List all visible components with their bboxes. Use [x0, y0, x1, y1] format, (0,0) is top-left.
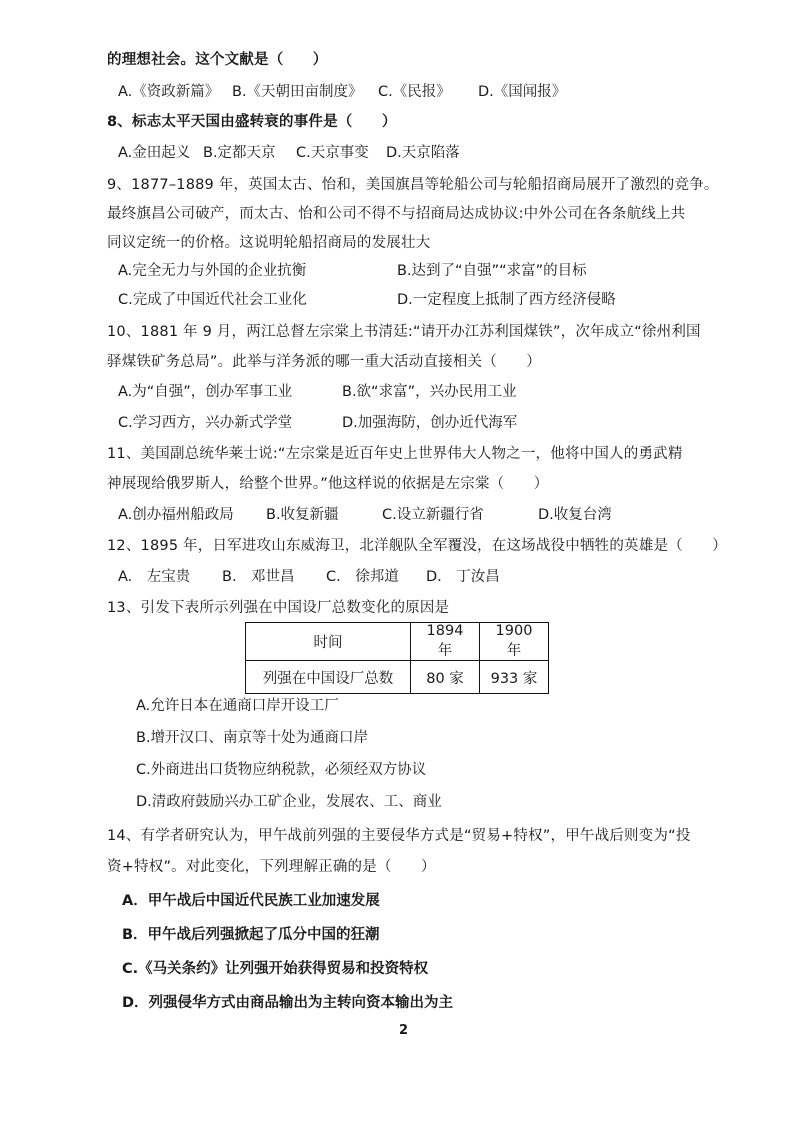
q10-stem-line1: 10、1881 年 9 月，两江总督左宗棠上书清廷:“请开办江苏利国煤铁”，次年成立“徐州利国: [107, 324, 701, 340]
table-header-row: [246, 623, 549, 661]
q11-option-c: C.设立新疆行省: [382, 507, 484, 523]
q8-stem: 8、标志太平天国由盛转衰的事件是（ ）: [107, 114, 397, 130]
q12-stem: 12、1895 年，日军进攻山东威海卫，北洋舰队全军覆没，在这场战役中牺牲的英雄是（ ）: [107, 538, 727, 554]
q13-option-b: B.增开汉口、南京等十处为通商口岸: [136, 730, 369, 746]
q12-option-a: A. 左宝贵: [118, 569, 191, 585]
q14-stem-line2: 资+特权”。对此变化，下列理解正确的是（ ）: [107, 859, 436, 875]
q7-stem-end: 的理想社会。这个文献是（ ）: [107, 52, 328, 68]
q12-option-b: B. 邓世昌: [222, 569, 295, 585]
q9-option-a: A.完全无力与外国的企业抗衡: [118, 263, 307, 279]
q10-stem-line2: 驿煤铁矿务总局”。此举与洋务派的哪一重大活动直接相关（ ）: [107, 354, 542, 370]
q14-option-d: D．列强侵华方式由商品输出为主转向资本输出为主: [122, 995, 454, 1011]
table-cell: 1900 年: [480, 623, 549, 661]
table-cell: 933 家: [480, 661, 549, 694]
q11-option-d: D.收复台湾: [538, 507, 612, 523]
q9-stem-line1: 9、1877–1889 年，英国太古、怡和，美国旗昌等轮船公司与轮船招商局展开了激烈的竞争。: [107, 177, 719, 193]
q9-option-b: B.达到了“自强”“求富”的目标: [397, 263, 587, 279]
q13-option-a: A.允许日本在通商口岸开设工厂: [136, 698, 339, 714]
q7-option-d: D.《国闻报》: [478, 84, 567, 100]
q14-stem-line1: 14、有学者研究认为，甲午战前列强的主要侵华方式是“贸易+特权”，甲午战后则变为“投: [107, 828, 691, 844]
q14-option-b: B．甲午战后列强掀起了瓜分中国的狂潮: [122, 927, 380, 943]
q13-stem: 13、引发下表所示列强在中国设厂总数变化的原因是: [107, 600, 450, 616]
table-cell: 80 家: [411, 661, 480, 694]
factory-count-table: [245, 622, 549, 694]
q14-option-c: C.《马关条约》让列强开始获得贸易和投资特权: [122, 961, 429, 977]
q10-option-a: A.为“自强”，创办军事工业: [118, 384, 293, 400]
table-cell: 1894 年: [411, 623, 480, 661]
q13-option-c: C.外商进出口货物应纳税款，必须经双方协议: [136, 762, 427, 778]
q11-stem-line2: 神展现给俄罗斯人，给整个世界。”他这样说的依据是左宗棠（ ）: [107, 476, 549, 492]
table-cell: 列强在中国设厂总数: [246, 661, 411, 694]
q11-option-b: B.收复新疆: [266, 507, 339, 523]
table-cell: 时间: [246, 623, 411, 661]
q7-option-c: C.《民报》: [378, 84, 451, 100]
q14-option-a: A．甲午战后中国近代民族工业加速发展: [122, 893, 380, 909]
q10-option-b: B.欲“求富”，兴办民用工业: [342, 384, 517, 400]
q10-option-c: C.学习西方，兴办新式学堂: [118, 415, 293, 431]
q8-option-c: C.天京事变: [296, 145, 369, 161]
q12-option-c: C. 徐邦道: [326, 569, 399, 585]
q9-stem-line2: 最终旗昌公司破产，而太古、怡和公司不得不与招商局达成协议:中外公司在各条航线上共: [107, 206, 686, 222]
q8-option-b: B.定都天京: [203, 145, 276, 161]
q8-option-a: A.金田起义: [118, 145, 191, 161]
q7-option-a: A.《资政新篇》: [118, 84, 220, 100]
table-row: [246, 661, 549, 694]
q10-option-d: D.加强海防，创办近代海军: [342, 415, 518, 431]
q7-option-b: B.《天朝田亩制度》: [232, 84, 363, 100]
q12-option-d: D. 丁汝昌: [426, 569, 500, 585]
q13-option-d: D.清政府鼓励兴办工矿企业，发展农、工、商业: [136, 794, 442, 810]
q11-stem-line1: 11、美国副总统华莱士说:“左宗棠是近百年史上世界伟大人物之一，他将中国人的勇武精: [107, 446, 683, 462]
q8-option-d: D.天京陷落: [386, 145, 460, 161]
page-number: 2: [399, 1023, 409, 1038]
q9-stem-line3: 同议定统一的价格。这说明轮船招商局的发展壮大: [107, 235, 431, 251]
q11-option-a: A.创办福州船政局: [118, 507, 234, 523]
q9-option-c: C.完成了中国近代社会工业化: [118, 292, 307, 308]
q9-option-d: D.一定程度上抵制了西方经济侵略: [397, 292, 616, 308]
